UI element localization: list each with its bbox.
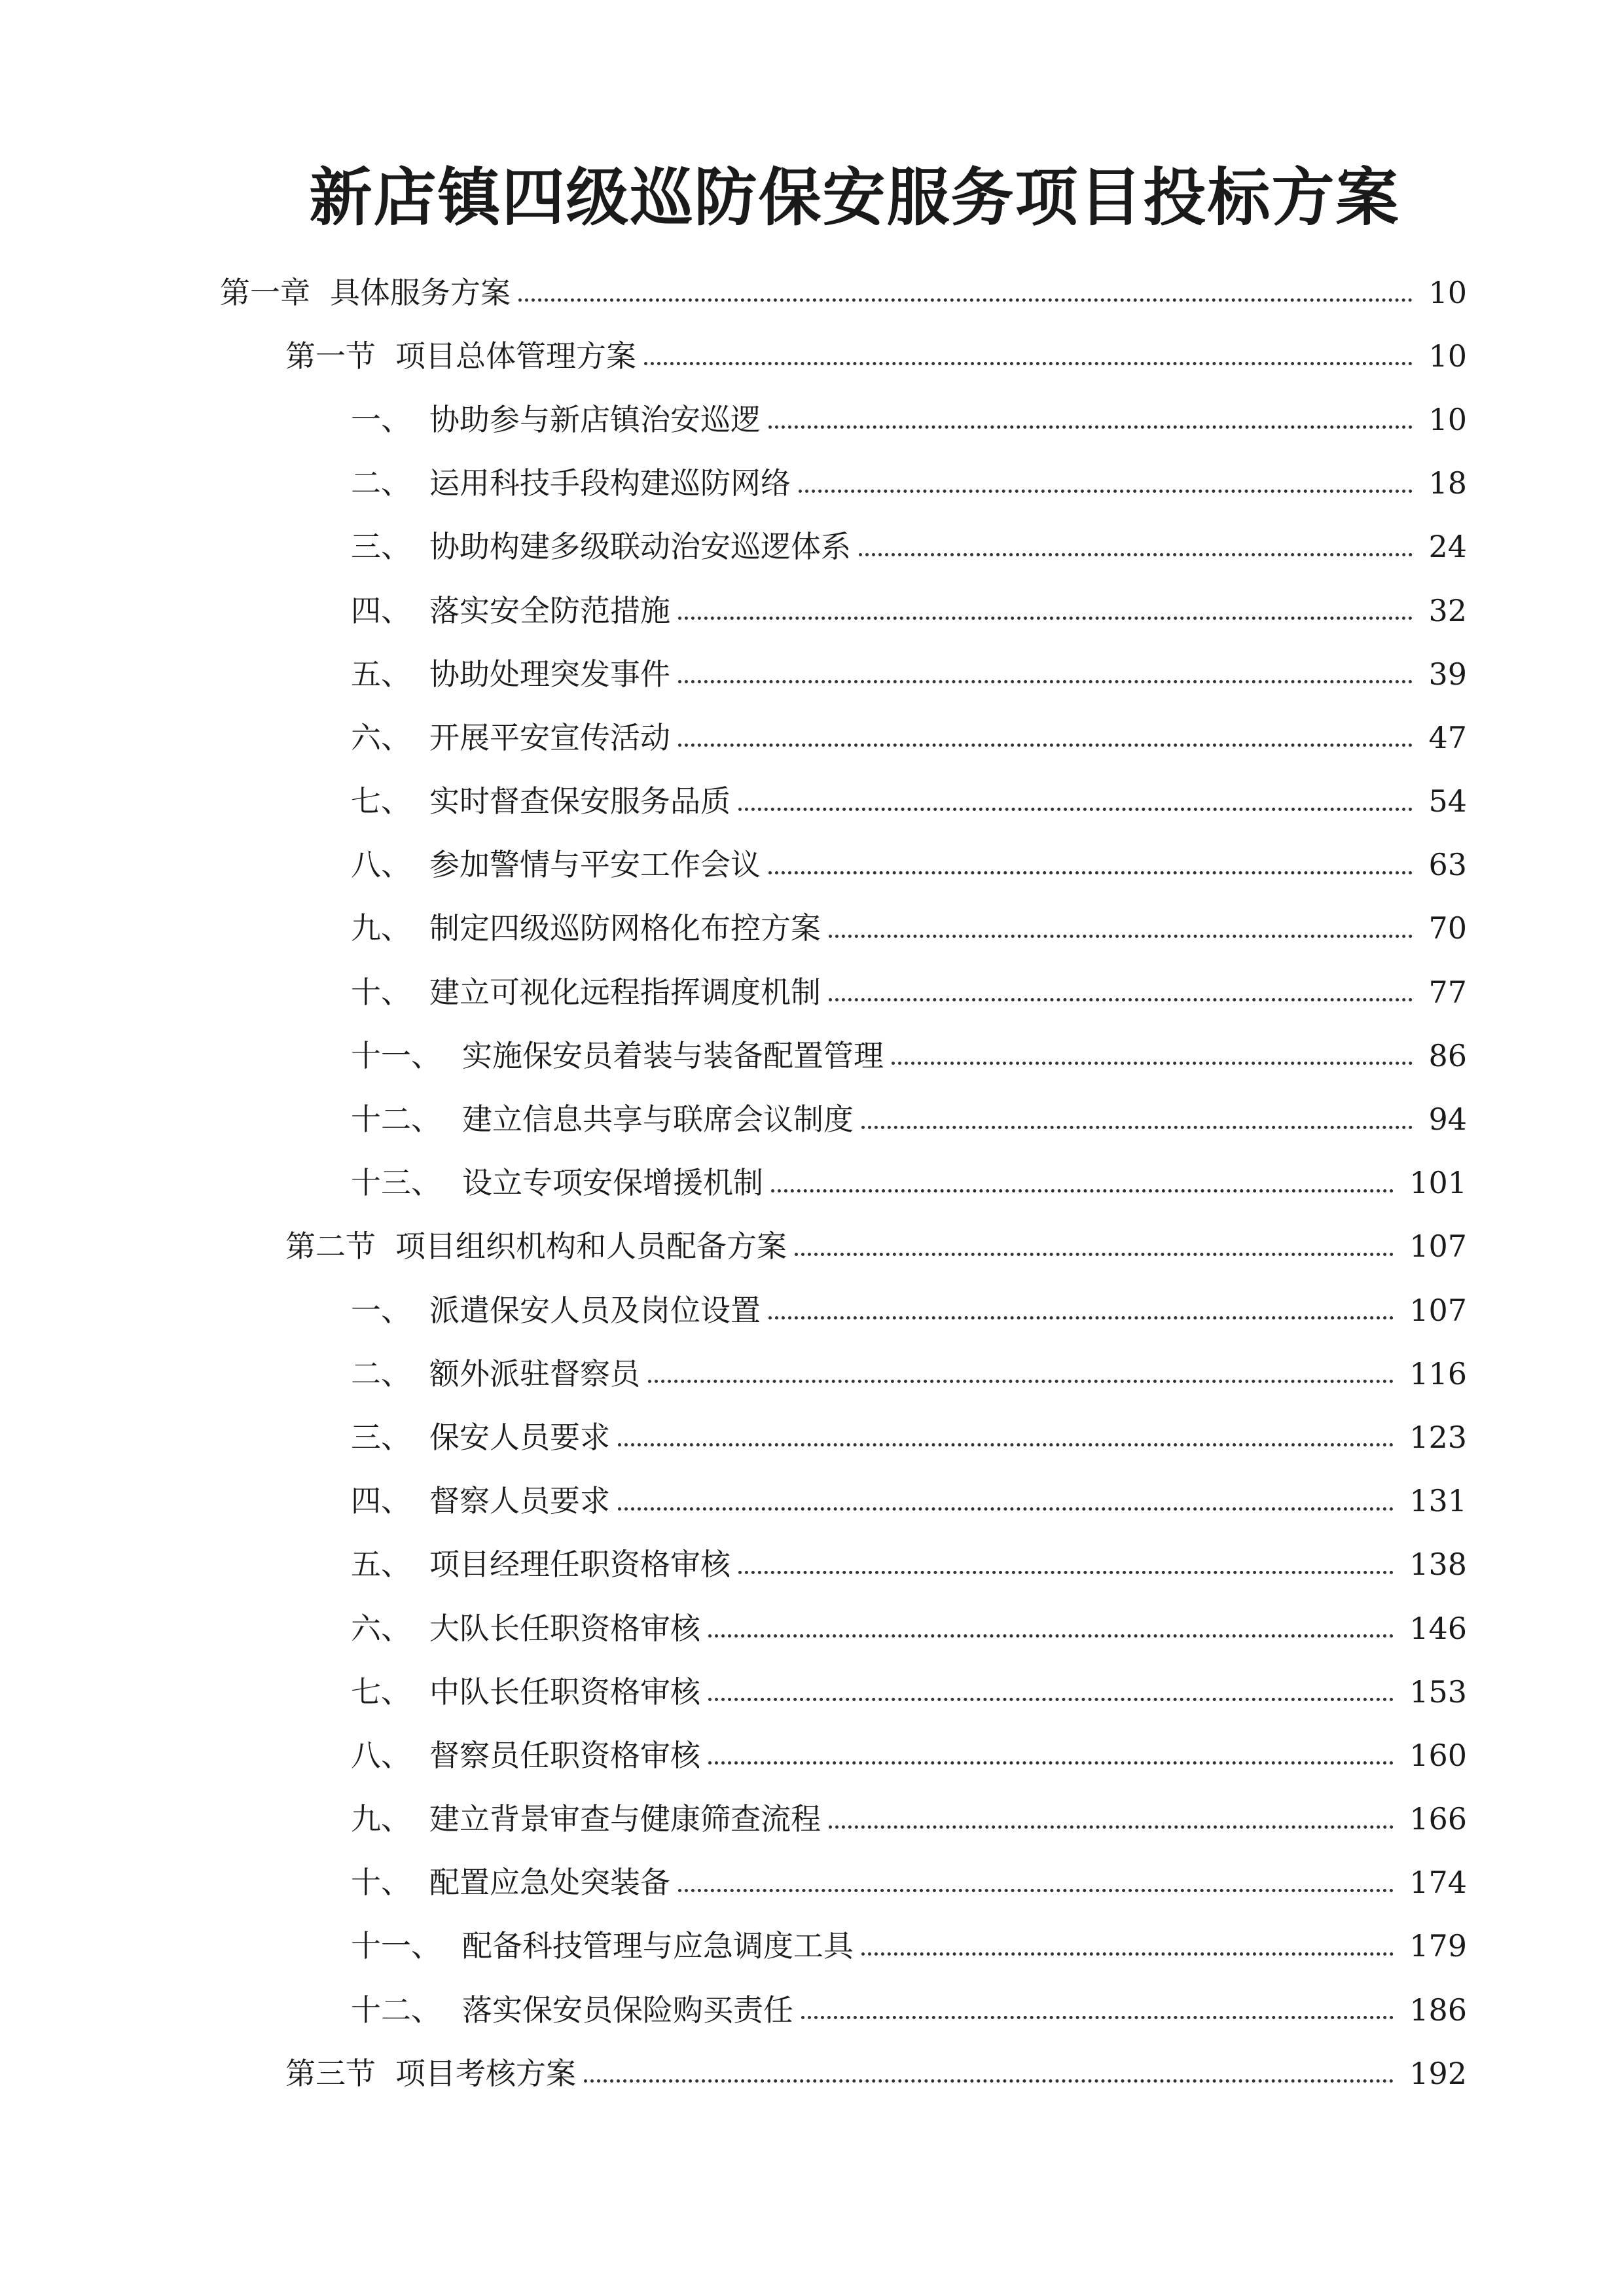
toc-entry[interactable] (0, 1533, 1624, 1596)
toc-entry-title: 建立背景审查与健康筛查流程 (429, 1801, 821, 1837)
toc-entry-title: 督察员任职资格审核 (429, 1737, 700, 1773)
toc-entry[interactable] (0, 1660, 1624, 1723)
toc-page-number: 10 (1428, 338, 1467, 374)
toc-dot-leader (708, 1761, 1394, 1765)
toc-dot-leader (738, 808, 1413, 811)
toc-dot-leader (644, 362, 1413, 365)
toc-entry-number: 三、 (351, 1419, 411, 1455)
toc-entry[interactable] (0, 706, 1624, 769)
toc-page-number: 63 (1428, 847, 1467, 883)
toc-entry[interactable] (0, 260, 1624, 324)
toc-page-number: 123 (1409, 1419, 1467, 1455)
toc-entry-title: 协助构建多级联动治安巡逻体系 (429, 529, 851, 565)
toc-page-number: 186 (1409, 1992, 1467, 2028)
toc-entry-title: 实施保安员着装与装备配置管理 (462, 1037, 884, 1073)
toc-entry[interactable] (0, 1087, 1624, 1151)
toc-entry-title: 落实安全防范措施 (429, 592, 670, 628)
toc-dot-leader (892, 1062, 1413, 1065)
toc-dot-leader (518, 298, 1413, 302)
toc-page-number: 166 (1409, 1801, 1467, 1837)
toc-dot-leader (648, 1380, 1394, 1383)
toc-dot-leader (768, 871, 1413, 874)
toc-page-number: 70 (1428, 910, 1467, 946)
toc-entry-number: 四、 (351, 592, 411, 628)
toc-entry[interactable] (0, 1723, 1624, 1787)
toc-entry-number: 第三节 (285, 2055, 376, 2091)
toc-dot-leader (584, 2079, 1394, 2083)
toc-dot-leader (829, 998, 1413, 1001)
toc-page-number: 86 (1428, 1037, 1467, 1073)
toc-entry[interactable] (0, 579, 1624, 642)
toc-entry-number: 十一、 (351, 1928, 441, 1964)
toc-entry[interactable] (0, 1151, 1624, 1215)
toc-page-number: 39 (1428, 656, 1467, 692)
toc-entry-title: 项目组织机构和人员配备方案 (395, 1229, 787, 1265)
toc-page-number: 107 (1409, 1229, 1467, 1265)
toc-dot-leader (678, 617, 1413, 620)
toc-page-number: 24 (1428, 529, 1467, 565)
toc-page-number: 179 (1409, 1928, 1467, 1964)
toc-dot-leader (768, 1316, 1394, 1319)
toc-page-number: 146 (1409, 1610, 1467, 1646)
toc-entry-number: 七、 (351, 1674, 411, 1710)
toc-entry-title: 参加警情与平安工作会议 (429, 847, 761, 883)
toc-entry[interactable] (0, 515, 1624, 579)
toc-entry[interactable] (0, 387, 1624, 451)
toc-dot-leader (829, 1825, 1394, 1829)
toc-entry-number: 八、 (351, 847, 411, 883)
toc-entry[interactable] (0, 1405, 1624, 1469)
toc-entry-number: 四、 (351, 1483, 411, 1519)
toc-entry-title: 大队长任职资格审核 (429, 1610, 700, 1646)
toc-entry[interactable] (0, 2041, 1624, 2105)
table-of-contents (0, 260, 1624, 2105)
toc-dot-leader (795, 1253, 1394, 1256)
toc-entry-number: 六、 (351, 719, 411, 755)
toc-entry-number: 一、 (351, 401, 411, 437)
toc-entry-number: 五、 (351, 1547, 411, 1583)
toc-entry[interactable] (0, 1787, 1624, 1851)
toc-entry-number: 八、 (351, 1737, 411, 1773)
toc-entry-number: 九、 (351, 910, 411, 946)
toc-entry[interactable] (0, 1914, 1624, 1978)
toc-dot-leader (678, 744, 1413, 747)
toc-entry-title: 额外派驻督察员 (429, 1355, 640, 1391)
toc-entry-title: 运用科技手段构建巡防网络 (429, 465, 791, 501)
toc-dot-leader (678, 1889, 1394, 1892)
toc-entry-number: 九、 (351, 1801, 411, 1837)
toc-entry-title: 督察人员要求 (429, 1483, 610, 1519)
toc-entry[interactable] (0, 324, 1624, 387)
toc-entry[interactable] (0, 897, 1624, 960)
toc-entry-number: 十二、 (351, 1992, 441, 2028)
toc-page-number: 160 (1409, 1737, 1467, 1773)
toc-entry-number: 第二节 (285, 1229, 376, 1265)
toc-entry-number: 十二、 (351, 1102, 441, 1138)
toc-entry-number: 六、 (351, 1610, 411, 1646)
toc-entry-title: 具体服务方案 (330, 274, 511, 310)
toc-entry-title: 制定四级巡防网格化布控方案 (429, 910, 821, 946)
toc-page-number: 10 (1428, 401, 1467, 437)
toc-dot-leader (801, 2016, 1394, 2019)
toc-page-number: 54 (1428, 783, 1467, 819)
toc-entry-title: 实时督查保安服务品质 (429, 783, 731, 819)
toc-page-number: 174 (1409, 1865, 1467, 1901)
toc-dot-leader (859, 553, 1413, 556)
toc-entry[interactable] (0, 1596, 1624, 1660)
toc-page-number: 10 (1428, 274, 1467, 310)
toc-entry-title: 配置应急处突装备 (429, 1865, 670, 1901)
toc-entry[interactable] (0, 1215, 1624, 1278)
toc-page-number: 192 (1409, 2055, 1467, 2091)
toc-entry-number: 二、 (351, 465, 411, 501)
toc-entry-number: 十三、 (351, 1165, 441, 1201)
toc-entry[interactable] (0, 770, 1624, 833)
toc-dot-leader (618, 1507, 1394, 1511)
toc-entry-title: 派遣保安人员及岗位设置 (429, 1292, 761, 1328)
toc-entry[interactable] (0, 1342, 1624, 1405)
toc-page-number: 77 (1428, 974, 1467, 1010)
toc-entry[interactable] (0, 452, 1624, 515)
toc-dot-leader (771, 1189, 1394, 1193)
toc-dot-leader (738, 1571, 1394, 1574)
toc-dot-leader (861, 1952, 1394, 1956)
toc-entry-title: 开展平安宣传活动 (429, 719, 670, 755)
toc-page-number: 18 (1428, 465, 1467, 501)
toc-dot-leader (708, 1698, 1394, 1701)
toc-entry-title: 项目经理任职资格审核 (429, 1547, 731, 1583)
toc-dot-leader (861, 1126, 1413, 1129)
toc-entry[interactable] (0, 833, 1624, 897)
toc-entry[interactable] (0, 642, 1624, 706)
toc-entry-title: 建立信息共享与联席会议制度 (462, 1102, 854, 1138)
toc-entry[interactable] (0, 1278, 1624, 1342)
toc-page-number: 116 (1409, 1355, 1467, 1391)
toc-entry-title: 设立专项安保增援机制 (462, 1165, 763, 1201)
toc-dot-leader (799, 490, 1413, 493)
document-title: 新店镇四级巡防保安服务项目投标方案 (309, 160, 1400, 234)
toc-entry-title: 中队长任职资格审核 (429, 1674, 700, 1710)
toc-entry-number: 十一、 (351, 1037, 441, 1073)
toc-entry-title: 配备科技管理与应急调度工具 (462, 1928, 854, 1964)
toc-entry[interactable] (0, 960, 1624, 1024)
toc-page-number: 47 (1428, 719, 1467, 755)
toc-entry-number: 第一节 (285, 338, 376, 374)
toc-entry-title: 保安人员要求 (429, 1419, 610, 1455)
toc-dot-leader (768, 425, 1413, 429)
toc-entry-number: 十、 (351, 1865, 411, 1901)
toc-page-number: 138 (1409, 1547, 1467, 1583)
toc-page-number: 107 (1409, 1292, 1467, 1328)
toc-entry-number: 十、 (351, 974, 411, 1010)
toc-entry[interactable] (0, 1469, 1624, 1533)
toc-entry-number: 第一章 (220, 274, 310, 310)
toc-entry-number: 三、 (351, 529, 411, 565)
toc-entry-title: 建立可视化远程指挥调度机制 (429, 974, 821, 1010)
toc-entry-number: 七、 (351, 783, 411, 819)
toc-page-number: 94 (1428, 1102, 1467, 1138)
toc-entry-number: 一、 (351, 1292, 411, 1328)
toc-entry[interactable] (0, 1851, 1624, 1914)
toc-dot-leader (829, 935, 1413, 938)
toc-entry[interactable] (0, 1024, 1624, 1087)
toc-entry-number: 五、 (351, 656, 411, 692)
toc-dot-leader (708, 1634, 1394, 1638)
toc-entry-title: 项目总体管理方案 (395, 338, 636, 374)
toc-entry-title: 协助参与新店镇治安巡逻 (429, 401, 761, 437)
toc-page-number: 131 (1409, 1483, 1467, 1519)
toc-page-number: 32 (1428, 592, 1467, 628)
toc-dot-leader (618, 1443, 1394, 1446)
toc-page-number: 153 (1409, 1674, 1467, 1710)
toc-entry-title: 协助处理突发事件 (429, 656, 670, 692)
toc-dot-leader (678, 680, 1413, 683)
toc-page-number: 101 (1409, 1165, 1467, 1201)
toc-entry[interactable] (0, 1978, 1624, 2041)
toc-entry-title: 落实保安员保险购买责任 (462, 1992, 793, 2028)
toc-entry-number: 二、 (351, 1355, 411, 1391)
toc-entry-title: 项目考核方案 (395, 2055, 576, 2091)
